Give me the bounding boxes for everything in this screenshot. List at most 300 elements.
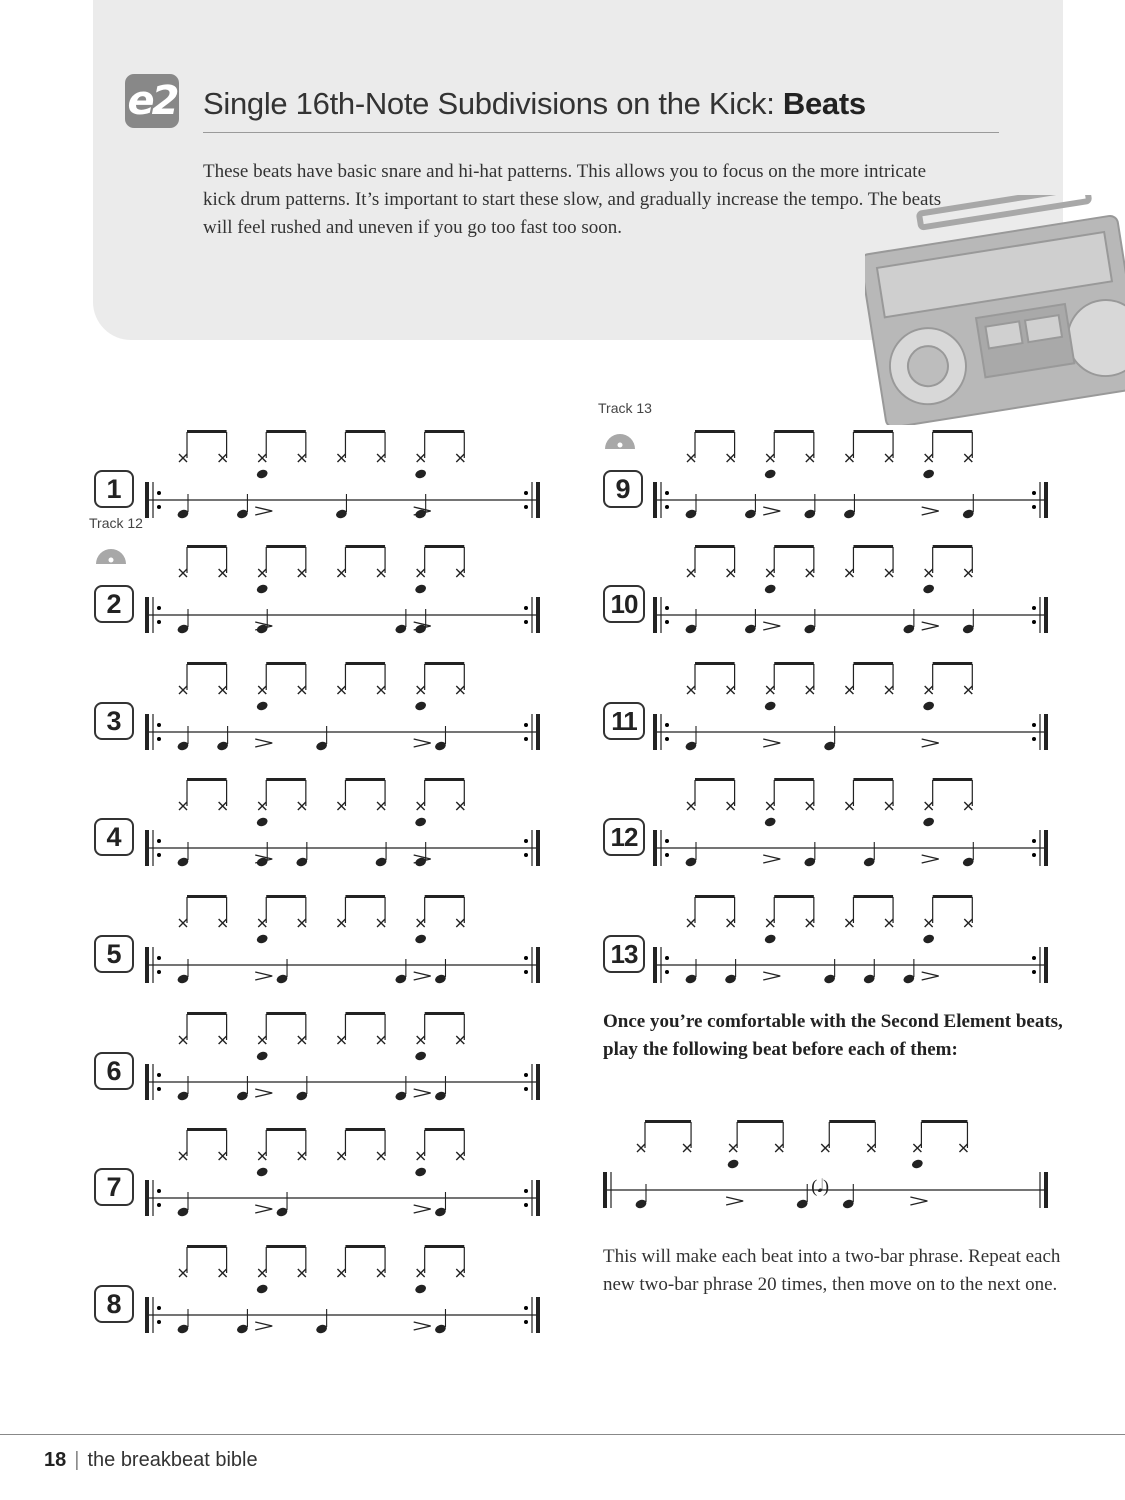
start-barline	[653, 830, 657, 866]
end-barline	[536, 1180, 540, 1216]
beam	[695, 662, 735, 665]
hihat-note	[219, 1269, 227, 1277]
boombox-illustration	[865, 195, 1125, 425]
beat-staff	[653, 430, 1048, 520]
repeat-dot	[157, 853, 161, 857]
hihat-note	[298, 919, 306, 927]
beam	[345, 1012, 385, 1015]
hihat-note	[456, 569, 464, 577]
start-barline	[653, 597, 657, 633]
hihat-note	[806, 686, 814, 694]
end-barline	[1044, 830, 1048, 866]
beam	[187, 1245, 227, 1248]
hihat-note	[377, 919, 385, 927]
repeat-dot	[1032, 620, 1036, 624]
beam	[345, 1245, 385, 1248]
repeat-dot	[524, 1087, 528, 1091]
cd-icon	[94, 540, 128, 574]
beat-staff	[653, 662, 1048, 752]
accent-mark	[922, 507, 939, 515]
beam	[774, 545, 814, 548]
beam	[187, 430, 227, 433]
snare-note	[414, 933, 427, 944]
end-barline	[536, 482, 540, 518]
snare-note	[414, 700, 427, 711]
hihat-note	[925, 569, 933, 577]
beam	[345, 662, 385, 665]
snare-note	[414, 1050, 427, 1061]
beam	[774, 430, 814, 433]
cd-hole	[618, 443, 623, 448]
hihat-note	[179, 569, 187, 577]
beam	[853, 545, 893, 548]
hihat-note	[219, 686, 227, 694]
hihat-note	[727, 802, 735, 810]
beam	[695, 895, 735, 898]
hihat-note	[258, 686, 266, 694]
hihat-note	[637, 1144, 645, 1152]
exercise-number: 3	[94, 702, 134, 740]
hihat-note	[885, 919, 893, 927]
accent-mark	[414, 739, 431, 747]
hihat-note	[417, 1036, 425, 1044]
hihat-note	[417, 1152, 425, 1160]
end-barline	[1044, 714, 1048, 750]
end-barline	[1044, 1172, 1048, 1208]
exercise-number: 11	[603, 702, 645, 740]
exercise-number: 2	[94, 585, 134, 623]
beam	[266, 1012, 306, 1015]
hihat-note	[845, 454, 853, 462]
hihat-note	[417, 1269, 425, 1277]
beat-staff	[145, 895, 540, 985]
hihat-note	[337, 802, 345, 810]
page-title	[203, 86, 999, 133]
beam	[425, 430, 465, 433]
beam	[933, 545, 973, 548]
hihat-note	[258, 802, 266, 810]
exercise-number: 5	[94, 935, 134, 973]
hihat-note	[179, 686, 187, 694]
element-badge: e2	[125, 74, 179, 128]
hihat-note	[687, 454, 695, 462]
hihat-note	[727, 919, 735, 927]
exercise-number: 7	[94, 1168, 134, 1206]
beam	[774, 662, 814, 665]
hihat-note	[456, 1036, 464, 1044]
hihat-note	[337, 1152, 345, 1160]
repeat-dot	[524, 839, 528, 843]
exercise-number: 8	[94, 1285, 134, 1323]
end-barline	[536, 830, 540, 866]
snare-note	[414, 816, 427, 827]
start-barline	[145, 597, 149, 633]
hihat-note	[885, 686, 893, 694]
hihat-note	[964, 919, 972, 927]
cd-hole	[109, 558, 114, 563]
repeat-dot	[1032, 505, 1036, 509]
repeat-dot	[524, 1189, 528, 1193]
snare-note	[256, 583, 269, 594]
accent-mark	[414, 1205, 431, 1213]
end-barline	[1044, 597, 1048, 633]
beam	[187, 662, 227, 665]
exercise-number: 1	[94, 470, 134, 508]
snare-note	[256, 816, 269, 827]
hihat-note	[964, 569, 972, 577]
snare-note	[414, 583, 427, 594]
exercise-number: 12	[603, 818, 645, 856]
repeat-dot	[157, 956, 161, 960]
beam	[853, 895, 893, 898]
beat-staff	[145, 1128, 540, 1218]
cd-icon	[603, 425, 637, 459]
beam	[425, 1012, 465, 1015]
repeat-dot	[157, 491, 161, 495]
beam	[345, 1128, 385, 1131]
repeat-dot	[157, 1073, 161, 1077]
hihat-note	[179, 919, 187, 927]
repeat-dot	[157, 1203, 161, 1207]
beam	[853, 662, 893, 665]
hihat-note	[417, 919, 425, 927]
snare-note	[922, 933, 935, 944]
repeat-dot	[665, 737, 669, 741]
accent-mark	[763, 622, 780, 630]
beam	[774, 895, 814, 898]
repeat-dot	[157, 839, 161, 843]
hihat-note	[417, 569, 425, 577]
repeat-dot	[665, 505, 669, 509]
accent-mark	[763, 855, 780, 863]
intro-text: These beats have basic snare and hi-hat patterns. This allows you to focus on the more intricate kick drum patterns. It’s important to start these slow, and gradually increase the tempo. The beats will feel rushed and uneven if you go too fast too soon.	[203, 161, 942, 238]
beam	[695, 545, 735, 548]
repeat-dot	[157, 606, 161, 610]
beam	[266, 895, 306, 898]
beam	[345, 895, 385, 898]
snare-note	[911, 1158, 924, 1169]
snare-note	[764, 816, 777, 827]
exercise-number: 13	[603, 935, 645, 973]
hihat-note	[687, 569, 695, 577]
hihat-note	[687, 802, 695, 810]
beat-staff	[653, 895, 1048, 985]
hihat-note	[885, 802, 893, 810]
beam	[933, 430, 973, 433]
hihat-note	[219, 919, 227, 927]
hihat-note	[727, 686, 735, 694]
beam	[737, 1120, 783, 1123]
start-barline	[145, 714, 149, 750]
beam	[695, 430, 735, 433]
hihat-note	[456, 802, 464, 810]
start-barline	[603, 1172, 607, 1208]
hihat-note	[298, 686, 306, 694]
repeat-dot	[157, 1306, 161, 1310]
repeat-dot	[1032, 491, 1036, 495]
footer	[44, 1449, 258, 1472]
end-barline	[1044, 482, 1048, 518]
repeat-dot	[524, 1073, 528, 1077]
ghost-snare-note: (𝅘𝅥)	[811, 1176, 829, 1196]
repeat-dot	[157, 1320, 161, 1324]
snare-note	[922, 468, 935, 479]
outro-text: This will make each beat into a two-bar phrase. Repeat each new two-bar phrase 20 times, then move on to the next one.	[603, 1246, 1061, 1295]
accent-mark	[726, 1197, 743, 1205]
repeat-dot	[524, 853, 528, 857]
snare-note	[414, 1283, 427, 1294]
hihat-note	[727, 454, 735, 462]
repeat-dot	[665, 956, 669, 960]
hihat-note	[337, 454, 345, 462]
beam	[933, 662, 973, 665]
footer-rule	[0, 1434, 1125, 1435]
repeat-dot	[157, 1189, 161, 1193]
hihat-note	[337, 686, 345, 694]
hihat-note	[925, 802, 933, 810]
start-barline	[145, 482, 149, 518]
accent-mark	[414, 1322, 431, 1330]
hihat-note	[821, 1144, 829, 1152]
repeat-dot	[157, 1087, 161, 1091]
hihat-note	[298, 454, 306, 462]
snare-note	[256, 468, 269, 479]
beam	[187, 1128, 227, 1131]
snare-note	[256, 1050, 269, 1061]
hihat-note	[179, 1269, 187, 1277]
hihat-note	[925, 686, 933, 694]
beam	[187, 895, 227, 898]
beam	[425, 778, 465, 781]
beat-staff	[653, 545, 1048, 635]
beat-staff	[145, 430, 540, 520]
repeat-dot	[524, 491, 528, 495]
hihat-note	[337, 919, 345, 927]
accent-mark	[255, 1322, 272, 1330]
start-barline	[653, 482, 657, 518]
hihat-note	[456, 1269, 464, 1277]
repeat-dot	[1032, 737, 1036, 741]
repeat-dot	[665, 970, 669, 974]
beam	[345, 430, 385, 433]
repeat-dot	[1032, 853, 1036, 857]
beam	[425, 545, 465, 548]
hihat-note	[337, 1036, 345, 1044]
title-main: Single 16th-Note Subdivisions on the Kick:	[203, 86, 783, 121]
hihat-note	[766, 919, 774, 927]
snare-note	[414, 468, 427, 479]
snare-note	[764, 468, 777, 479]
hihat-note	[913, 1144, 921, 1152]
beam	[266, 545, 306, 548]
repeat-dot	[665, 853, 669, 857]
end-barline	[536, 1297, 540, 1333]
beam	[266, 662, 306, 665]
hihat-note	[766, 686, 774, 694]
accent-mark	[414, 972, 431, 980]
repeat-dot	[524, 723, 528, 727]
hihat-note	[925, 454, 933, 462]
track-label: Track 12	[89, 515, 143, 531]
hihat-note	[298, 1152, 306, 1160]
hihat-note	[845, 919, 853, 927]
beam	[266, 1245, 306, 1248]
beam	[853, 778, 893, 781]
hihat-note	[683, 1144, 691, 1152]
hihat-note	[766, 802, 774, 810]
hihat-note	[298, 569, 306, 577]
snare-note	[922, 700, 935, 711]
prep-instruction: Once you’re comfortable with the Second Element beats, play the following beat before each of them:	[603, 1011, 1063, 1060]
hihat-note	[885, 454, 893, 462]
beam	[425, 1128, 465, 1131]
hihat-note	[417, 686, 425, 694]
accent-mark	[255, 507, 272, 515]
repeat-dot	[157, 970, 161, 974]
beam	[695, 778, 735, 781]
start-barline	[653, 714, 657, 750]
beam	[345, 778, 385, 781]
hihat-note	[337, 569, 345, 577]
hihat-note	[867, 1144, 875, 1152]
start-barline	[145, 1180, 149, 1216]
hihat-note	[377, 1152, 385, 1160]
hihat-note	[298, 1269, 306, 1277]
repeat-dot	[524, 505, 528, 509]
repeat-dot	[665, 620, 669, 624]
beam	[645, 1120, 691, 1123]
repeat-dot	[157, 723, 161, 727]
exercise-number: 4	[94, 818, 134, 856]
snare-note	[764, 700, 777, 711]
end-barline	[536, 714, 540, 750]
hihat-note	[377, 1269, 385, 1277]
hihat-note	[964, 686, 972, 694]
repeat-dot	[665, 723, 669, 727]
repeat-dot	[524, 1306, 528, 1310]
hihat-note	[417, 802, 425, 810]
start-barline	[145, 947, 149, 983]
hihat-note	[179, 802, 187, 810]
beam	[187, 778, 227, 781]
beam	[933, 778, 973, 781]
hihat-note	[219, 569, 227, 577]
hihat-note	[845, 802, 853, 810]
accent-mark	[922, 739, 939, 747]
track-label: Track 13	[598, 400, 652, 416]
beat-staff	[145, 545, 540, 635]
beam	[187, 1012, 227, 1015]
hihat-note	[687, 919, 695, 927]
hihat-note	[258, 1036, 266, 1044]
beat-staff	[145, 662, 540, 752]
repeat-dot	[665, 839, 669, 843]
snare-note	[256, 1283, 269, 1294]
repeat-dot	[157, 505, 161, 509]
hihat-note	[964, 454, 972, 462]
end-barline	[536, 947, 540, 983]
repeat-dot	[157, 620, 161, 624]
hihat-note	[219, 802, 227, 810]
accent-mark	[255, 739, 272, 747]
repeat-dot	[524, 1203, 528, 1207]
snare-note	[256, 933, 269, 944]
hihat-note	[806, 919, 814, 927]
accent-mark	[255, 972, 272, 980]
hihat-note	[219, 454, 227, 462]
hihat-note	[179, 1036, 187, 1044]
hihat-note	[806, 454, 814, 462]
beam	[425, 662, 465, 665]
repeat-dot	[524, 606, 528, 610]
repeat-dot	[1032, 970, 1036, 974]
hihat-note	[845, 569, 853, 577]
beam	[829, 1120, 875, 1123]
beam	[266, 430, 306, 433]
accent-mark	[922, 855, 939, 863]
hihat-note	[179, 454, 187, 462]
end-barline	[536, 1064, 540, 1100]
beam	[774, 778, 814, 781]
repeat-dot	[665, 491, 669, 495]
accent-mark	[414, 1089, 431, 1097]
hihat-note	[219, 1036, 227, 1044]
repeat-dot	[524, 956, 528, 960]
hihat-note	[258, 1269, 266, 1277]
snare-note	[922, 816, 935, 827]
hihat-note	[885, 569, 893, 577]
hihat-note	[337, 1269, 345, 1277]
snare-note	[727, 1158, 740, 1169]
accent-mark	[255, 1205, 272, 1213]
repeat-dot	[524, 970, 528, 974]
footer-separator: |	[74, 1449, 80, 1471]
hihat-note	[377, 454, 385, 462]
hihat-note	[258, 1152, 266, 1160]
beam	[266, 1128, 306, 1131]
hihat-note	[298, 802, 306, 810]
beat-staff	[145, 1245, 540, 1335]
snare-note	[256, 700, 269, 711]
hihat-note	[729, 1144, 737, 1152]
hihat-note	[964, 802, 972, 810]
accent-mark	[255, 1089, 272, 1097]
accent-mark	[763, 972, 780, 980]
hihat-note	[456, 1152, 464, 1160]
hihat-note	[456, 454, 464, 462]
hihat-note	[417, 454, 425, 462]
beam	[266, 778, 306, 781]
repeat-dot	[524, 737, 528, 741]
repeat-dot	[524, 620, 528, 624]
hihat-note	[925, 919, 933, 927]
snare-note	[764, 933, 777, 944]
prep-beat-staff	[603, 1115, 1048, 1215]
repeat-dot	[157, 737, 161, 741]
beam	[345, 545, 385, 548]
beam	[425, 1245, 465, 1248]
snare-note	[764, 583, 777, 594]
repeat-dot	[1032, 606, 1036, 610]
hihat-note	[377, 686, 385, 694]
book-title: the breakbeat bible	[87, 1449, 258, 1471]
hihat-note	[959, 1144, 967, 1152]
hihat-note	[377, 1036, 385, 1044]
hihat-note	[258, 569, 266, 577]
repeat-dot	[1032, 723, 1036, 727]
beat-staff	[653, 778, 1048, 868]
page-number: 18	[44, 1449, 67, 1471]
